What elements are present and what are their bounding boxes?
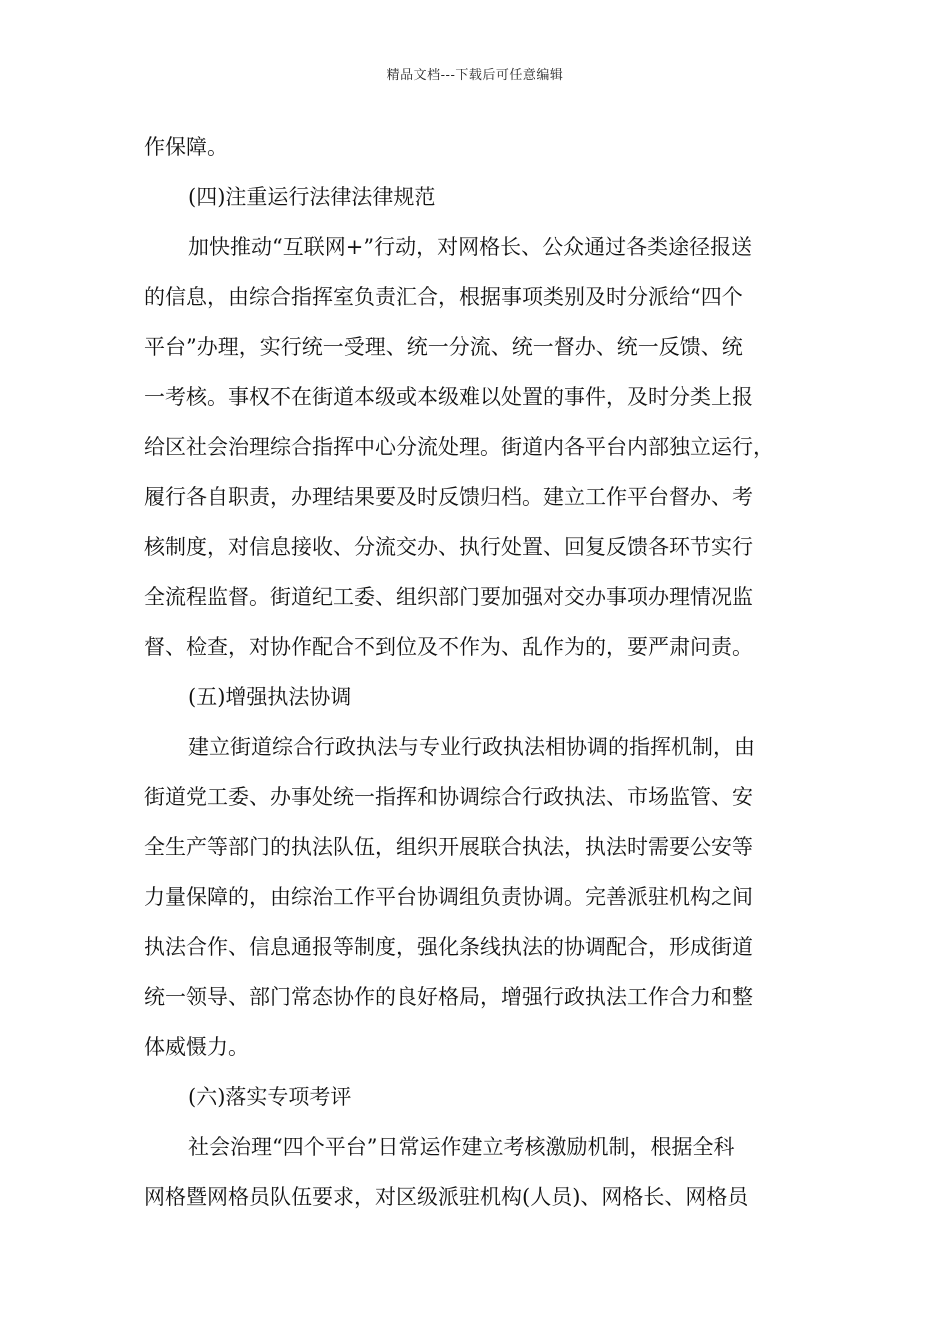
text-line: 网格暨网格员队伍要求，对区级派驻机构(人员)、网格长、网格员 xyxy=(144,1185,749,1209)
text-line: 给区社会治理综合指挥中心分流处理。街道内各平台内部独立运行， xyxy=(144,435,774,459)
text-line: 一考核。事权不在街道本级或本级难以处置的事件，及时分类上报 xyxy=(144,385,753,409)
text-line: 加快推动“互联网+”行动，对网格长、公众通过各类途径报送 xyxy=(188,235,753,259)
text-line: 的信息，由综合指挥室负责汇合，根据事项类别及时分派给“四个 xyxy=(144,285,743,309)
text-line: (六)落实专项考评 xyxy=(188,1085,352,1109)
text-line: 力量保障的，由综治工作平台协调组负责协调。完善派驻机构之间 xyxy=(144,885,753,909)
text-line: 建立街道综合行政执法与专业行政执法相协调的指挥机制，由 xyxy=(188,735,755,759)
text-line: 全流程监督。街道纪工委、组织部门要加强对交办事项办理情况监 xyxy=(144,585,753,609)
text-line: 统一领导、部门常态协作的良好格局，增强行政执法工作合力和整 xyxy=(144,985,753,1009)
text-line: 督、检查，对协作配合不到位及不作为、乱作为的，要严肃问责。 xyxy=(144,635,753,659)
text-line: 平台”办理，实行统一受理、统一分流、统一督办、统一反馈、统 xyxy=(144,335,743,359)
page-header: 精品文档---下载后可任意编辑 xyxy=(386,68,564,83)
text-line: (五)增强执法协调 xyxy=(188,685,352,709)
text-line: (四)注重运行法律法律规范 xyxy=(188,185,436,209)
text-line: 履行各自职责，办理结果要及时反馈归档。建立工作平台督办、考 xyxy=(144,485,753,509)
text-line: 执法合作、信息通报等制度，强化条线执法的协调配合，形成街道 xyxy=(144,935,753,959)
text-line: 街道党工委、办事处统一指挥和协调综合行政执法、市场监管、安 xyxy=(144,785,753,809)
text-line: 作保障。 xyxy=(144,135,228,159)
text-line: 社会治理“四个平台”日常运作建立考核激励机制，根据全科 xyxy=(188,1135,735,1159)
document-body xyxy=(144,122,824,1222)
text-line: 核制度，对信息接收、分流交办、执行处置、回复反馈各环节实行 xyxy=(144,535,753,559)
text-line: 体威慑力。 xyxy=(144,1035,249,1059)
text-line: 全生产等部门的执法队伍，组织开展联合执法，执法时需要公安等 xyxy=(144,835,753,859)
